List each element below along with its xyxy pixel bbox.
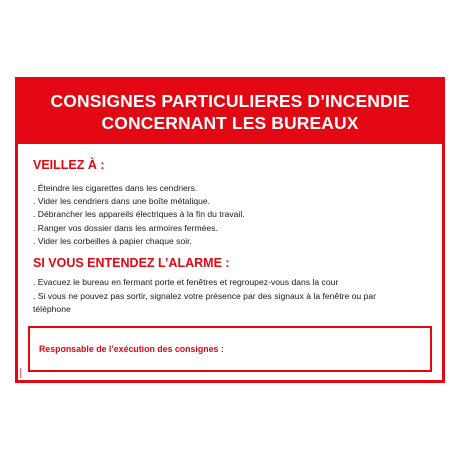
sign-title-line-1: CONSIGNES PARTICULIERES D’INCENDIE xyxy=(50,91,410,111)
sign-title-line-2: CONCERNANT LES BUREAUX xyxy=(101,113,359,133)
responsible-box xyxy=(28,326,432,372)
list-item: . Vider les cendriers dans une boîte métalique. xyxy=(33,196,211,207)
fire-safety-sign xyxy=(15,77,445,383)
alarme-list xyxy=(33,276,426,317)
list-item: . Vider les corbeilles à papier chaque soir. xyxy=(33,235,192,246)
responsible-label: Responsable de l’exécution des consignes : xyxy=(39,344,224,354)
list-item: . Débrancher les appareils électriques à la fin du travail. xyxy=(33,209,245,220)
sign-body xyxy=(18,144,442,317)
list-item: . Si vous ne pouvez pas sortir, signalez votre présence par des signaux à la fenêtre ou par xyxy=(33,290,376,301)
section-heading-alarme: SI VOUS ENTENDEZ L’ALARME : xyxy=(33,256,230,271)
list-item: . Éteindre les cigarettes dans les cendriers. xyxy=(33,183,198,193)
veillez-list xyxy=(33,182,426,248)
product-code-mark xyxy=(19,368,23,378)
list-item: . Ranger vos dossier dans les armoires fermées. xyxy=(33,222,218,233)
list-item: téléphone xyxy=(33,304,71,315)
list-item: . Evacuez le bureau en fermant porte et fenêtres et regroupez-vous dans la cour xyxy=(33,277,339,288)
sign-title-banner xyxy=(18,80,442,144)
section-heading-veillez: VEILLEZ À : xyxy=(33,158,105,172)
